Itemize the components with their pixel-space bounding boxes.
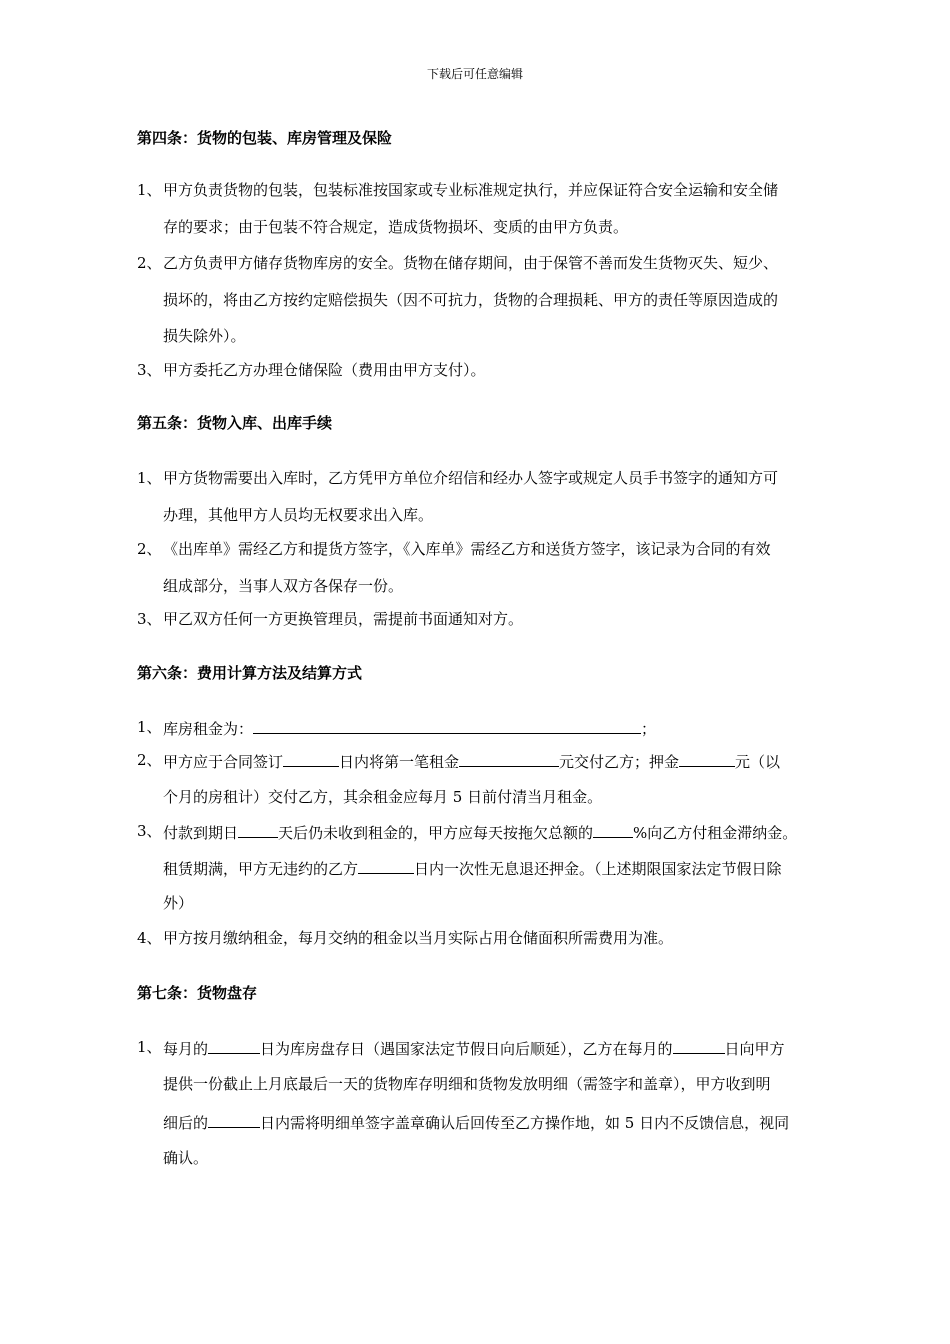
s6-item-2-line-2: 个月的房租计）交付乙方，其余租金应每月 5 日前付清当月租金。 [163,788,603,806]
s7-item-1-text-c: 日向甲方 [724,1040,785,1058]
s4-item-3-line-1: 甲方委托乙方办理仓储保险（费用由甲方支付）。 [163,361,486,379]
page-header: 下载后可任意编辑 [426,67,523,81]
s6-item-3-line-1 [163,821,797,843]
s5-item-2-line-1: 《出库单》需经乙方和提货方签字，《入库单》需经乙方和送货方签字，该记录为合同的有效 [163,540,771,558]
s6-item-3-line-3: 外） [163,894,194,912]
section-7-title: 第七条：货物盘存 [137,984,258,1002]
s4-item-2-line-2: 损坏的，将由乙方按约定赔偿损失（因不可抗力，货物的合理损耗、甲方的责任等原因造成的 [163,291,779,309]
s4-item-2-line-1: 乙方负责甲方储存货物库房的安全。货物在储存期间，由于保管不善而发生货物灭失、短少、 [163,254,779,272]
s6-item-2-text-b: 日内将第一笔租金 [339,753,460,771]
confirm-days-blank [208,1111,260,1128]
section-5-title: 第五条：货物入库、出库手续 [137,414,333,432]
s6-item-4-line-1: 甲方按月缴纳租金，每月交纳的租金以当月实际占用仓储面积所需费用为准。 [163,929,674,947]
s6-item-2-number: 2、 [137,751,162,769]
s7-item-1-line-3 [163,1111,789,1133]
s7-item-1-text-a: 每月的 [163,1040,209,1058]
s5-item-3-number: 3、 [137,610,162,628]
deposit-refund-days-blank [358,857,414,874]
s4-item-2-line-3: 损失除外）。 [163,327,246,345]
s5-item-1-line-1: 甲方货物需要出入库时，乙方凭甲方单位介绍信和经办人签字或规定人员手书签字的通知方可 [163,469,779,487]
s6-item-3-number: 3、 [137,822,162,840]
s5-item-2-number: 2、 [137,540,162,558]
deposit-amount-blank [679,750,735,767]
s5-item-1-line-2: 办理，其他甲方人员均无权要求出入库。 [163,506,434,524]
s6-item-3-text-b: 天后仍未收到租金的，甲方应每天按拖欠总额的 [278,824,594,842]
s7-item-1-text-e: 日内需将明细单签字盖章确认后回传至乙方操作地，如 5 日内不反馈信息，视同 [260,1114,790,1132]
s5-item-1-number: 1、 [137,469,162,487]
s5-item-2-line-2: 组成部分，当事人双方各保存一份。 [163,577,404,595]
s4-item-1-number: 1、 [137,181,162,199]
s4-item-2-number: 2、 [137,254,162,272]
s7-item-1-text-d: 细后的 [163,1114,209,1132]
s6-item-3-text-c: %向乙方付租金滞纳金。 [633,824,798,842]
section-6-title: 第六条：费用计算方法及结算方式 [137,664,363,682]
s6-item-3-line-2 [163,857,782,879]
s6-item-1-number: 1、 [137,718,162,736]
s6-item-2-text-d: 元（以 [735,753,781,771]
s6-item-3-text-a: 付款到期日 [163,824,239,842]
section-4-title: 第四条：货物的包装、库房管理及保险 [137,129,393,147]
s6-item-3-text-e: 日内一次性无息退还押金。（上述期限国家法定节假日除 [414,860,782,878]
late-fee-rate-blank [593,821,633,838]
s6-item-1-text-a: 库房租金为： [163,720,254,738]
s4-item-1-line-1: 甲方负责货物的包装，包装标准按国家或专业标准规定执行，并应保证符合安全运输和安全储 [163,181,779,199]
s6-item-2-line-1 [163,750,780,772]
s6-item-1-line-1 [163,717,656,739]
first-rent-amount-blank [459,750,559,767]
s7-item-1-line-2: 提供一份截止上月底最后一天的货物库存明细和货物发放明细（需签字和盖章），甲方收到明 [163,1075,771,1093]
days-after-signing-blank [283,750,339,767]
s7-item-1-text-b: 日为库房盘存日（遇国家法定节假日向后顺延），乙方在每月的 [260,1040,673,1058]
s7-item-1-number: 1、 [137,1038,162,1056]
s6-item-4-number: 4、 [137,929,162,947]
days-overdue-blank [238,821,278,838]
rent-amount-blank [253,717,641,734]
s4-item-3-number: 3、 [137,361,162,379]
s6-item-3-text-d: 租赁期满，甲方无违约的乙方 [163,860,359,878]
inventory-day-blank [208,1037,260,1054]
report-day-blank [673,1037,725,1054]
s5-item-3-line-1: 甲乙双方任何一方更换管理员，需提前书面通知对方。 [163,610,524,628]
s6-item-2-text-a: 甲方应于合同签订 [163,753,284,771]
s6-item-2-text-c: 元交付乙方；押金 [559,753,680,771]
s7-item-1-line-4: 确认。 [163,1149,209,1167]
s4-item-1-line-2: 存的要求；由于包装不符合规定，造成货物损坏、变质的由甲方负责。 [163,218,629,236]
s7-item-1-line-1 [163,1037,785,1059]
s6-item-1-text-b: ； [641,720,657,738]
